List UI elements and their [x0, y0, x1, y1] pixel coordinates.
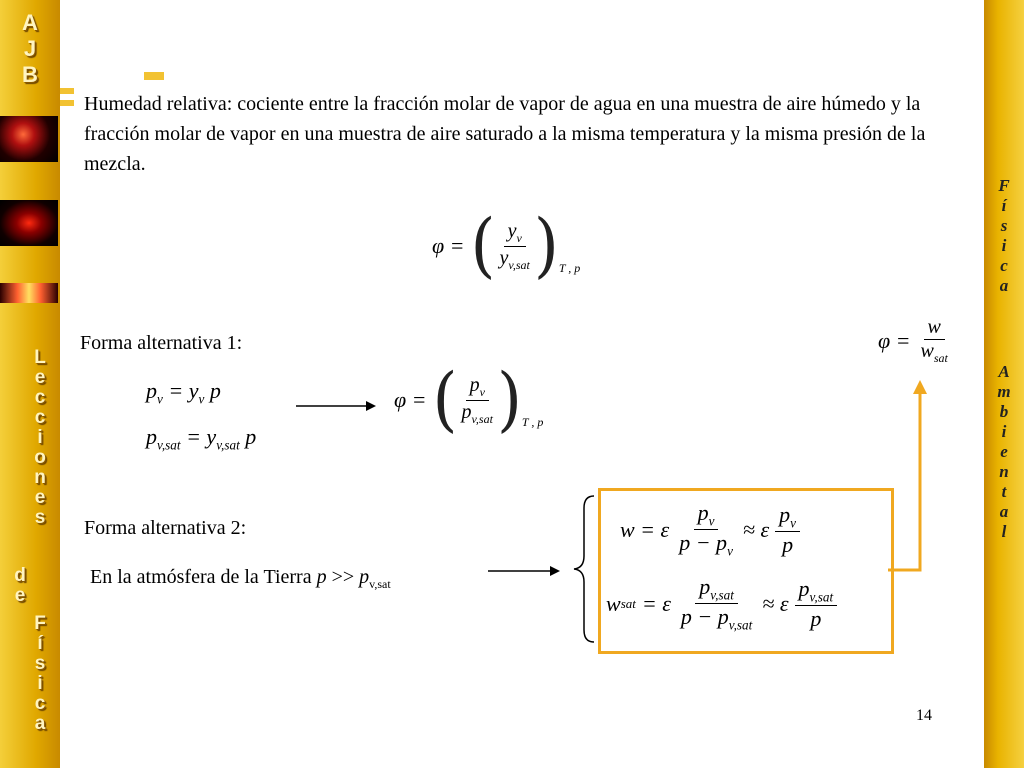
vertical-word-ambiental: [984, 362, 1024, 542]
alt1-eq2-lhs-sub: v,sat: [157, 437, 181, 453]
page-number: 14: [916, 707, 932, 724]
eq-lhs: φ =: [432, 233, 465, 258]
title-letter: F: [34, 613, 46, 634]
left-brace: [570, 494, 600, 644]
right-paren: ): [496, 359, 522, 441]
alt1-result-num-sub: v: [479, 384, 485, 399]
alt1-eq1-rhs: = y: [168, 378, 199, 403]
thumbnail-image-3: [0, 283, 58, 303]
vertical-word-fisica: [984, 176, 1024, 296]
title-letter: i: [37, 427, 43, 448]
alt1-result-num: p: [469, 373, 480, 396]
box-eq2-fraction-2: [795, 576, 838, 632]
alt1-result-condition: T , p: [521, 415, 544, 429]
logo-letter: A: [22, 10, 38, 35]
box-eq1-lhs: w = ε: [620, 516, 670, 542]
alt2-condition-var: p: [316, 566, 327, 588]
arrow-alt2: [488, 563, 560, 579]
box-eq1-approx: ≈ ε: [742, 516, 770, 542]
title-letter: d: [14, 565, 26, 586]
alt2-condition: [90, 562, 391, 599]
eq-den-sub: v,sat: [508, 257, 530, 272]
alt1-eq1-lhs: p: [146, 378, 157, 403]
decoration-square: [144, 72, 164, 80]
word-letter: F: [998, 176, 1010, 195]
box-eq1-den-sub: v: [727, 543, 733, 559]
alt1-eq1-end: p: [209, 378, 221, 403]
title-letter: a: [34, 713, 46, 734]
box-eq2-num: p: [699, 574, 711, 599]
logo-ajb: [0, 12, 60, 90]
box-eq2-num2: p: [798, 575, 810, 601]
logo-letter: J: [23, 36, 37, 61]
w-formula-lhs: φ =: [878, 328, 911, 353]
alt1-result-den-sub: v,sat: [471, 411, 493, 426]
title-letter: í: [37, 633, 43, 654]
word-letter: a: [999, 276, 1009, 295]
alt1-eq2-lhs: p: [146, 424, 157, 449]
eq-condition: T , p: [558, 261, 581, 275]
left-paren: (: [470, 205, 496, 287]
eq-den: y: [499, 246, 509, 269]
box-eq2-num2-sub: v,sat: [809, 589, 834, 605]
right-sidebar: [984, 0, 1024, 768]
left-sidebar: [0, 0, 60, 768]
vertical-title-de: [0, 566, 40, 606]
alt2-label: Forma alternativa 2:: [84, 517, 247, 539]
alt1-eq1-lhs-sub: v: [157, 391, 163, 407]
title-letter: e: [14, 585, 26, 606]
alt1-eq2-rhs-sub: v,sat: [216, 437, 240, 453]
connector-arrow: [888, 380, 928, 574]
title-letter: c: [34, 407, 46, 428]
alt1-label: Forma alternativa 1:: [80, 332, 243, 354]
box-eq1-fraction-2: [775, 502, 800, 558]
alt2-condition-text: En la atmósfera de la Tierra: [90, 566, 312, 588]
right-paren: ): [533, 205, 559, 287]
box-eq1-num: p: [697, 500, 709, 525]
box-eq2-lhs-sub: sat: [620, 595, 636, 611]
title-letter: c: [34, 693, 46, 714]
w-formula-num: w: [927, 316, 941, 338]
w-formula-fraction: [917, 316, 952, 366]
title-letter: s: [34, 653, 46, 674]
box-eq1-den2: p: [782, 532, 794, 558]
box-eq2-den2: p: [810, 606, 822, 632]
logo-letter: B: [22, 62, 38, 87]
box-eq2-fraction-1: [677, 574, 756, 634]
arrow-alt1: [296, 398, 376, 414]
alt2-condition-op: >>: [331, 566, 355, 588]
box-eq1-num2-sub: v: [790, 515, 797, 531]
title-letter: e: [34, 487, 46, 508]
word-letter: A: [998, 362, 1010, 381]
box-equation-1: [620, 500, 800, 560]
box-eq2-lhs: w: [606, 590, 621, 616]
intro-paragraph: Humedad relativa: cociente entre la fracción molar de vapor de agua en una muestra de aire húmedo y la fracción molar de vapor en una muestra de aire saturado a la misma temperatura y la misma presión de la mezcla.: [84, 93, 926, 175]
box-eq2-eq: = ε: [641, 590, 671, 616]
box-eq1-den: p − p: [679, 530, 728, 556]
decoration-square: [60, 100, 74, 106]
word-letter: i: [1001, 236, 1007, 255]
title-letter: c: [34, 387, 46, 408]
word-letter: m: [997, 382, 1011, 401]
vertical-title-fisica: [0, 614, 80, 734]
box-eq1-num2: p: [779, 501, 791, 527]
title-letter: o: [34, 447, 46, 468]
w-formula-den-sub: sat: [933, 351, 948, 365]
alt1-result-equation: [394, 359, 544, 441]
title-letter: i: [37, 673, 43, 694]
title-letter: n: [34, 467, 46, 488]
relative-humidity-equation: [432, 205, 581, 287]
word-letter: b: [999, 402, 1009, 421]
alt1-eq1-rhs-sub: v: [198, 391, 205, 407]
alt1-result-lhs: φ =: [394, 387, 427, 412]
title-letter: L: [34, 347, 46, 368]
vertical-title-lecciones: [0, 348, 80, 528]
box-eq1-fraction-1: [675, 500, 737, 560]
word-letter: e: [1000, 442, 1008, 461]
box-eq2-num-sub: v,sat: [710, 587, 734, 603]
word-letter: í: [1001, 196, 1007, 215]
alt2-condition-rhs: p: [359, 566, 370, 588]
alt2-condition-rhs-sub: v,sat: [369, 577, 391, 591]
eq-num: y: [507, 219, 517, 242]
left-paren: (: [432, 359, 458, 441]
box-eq1-num-sub: v: [708, 513, 715, 529]
thumbnail-image-2: [0, 200, 58, 246]
word-letter: i: [1001, 422, 1007, 441]
eq-num-sub: v: [516, 230, 522, 245]
word-letter: a: [999, 502, 1009, 521]
alt1-result-fraction: [458, 374, 497, 427]
box-eq2-den: p − p: [680, 604, 729, 630]
word-letter: c: [1000, 256, 1008, 275]
alt1-equation-1: [146, 378, 221, 407]
box-eq2-den-sub: v,sat: [728, 617, 753, 633]
word-letter: l: [1001, 522, 1007, 541]
w-formula: [878, 316, 952, 366]
alt1-equation-2: [146, 424, 256, 453]
w-formula-den: w: [920, 340, 934, 362]
eq-fraction: [496, 220, 534, 273]
title-letter: s: [34, 507, 46, 528]
box-equation-2: [606, 574, 837, 634]
alt1-result-den: p: [461, 400, 472, 423]
alt1-eq2-end: p: [245, 424, 257, 449]
thumbnail-image-1: [0, 116, 58, 162]
word-letter: n: [999, 462, 1009, 481]
word-letter: s: [1000, 216, 1008, 235]
decoration-square: [60, 88, 74, 94]
word-letter: t: [1001, 482, 1007, 501]
title-letter: e: [34, 367, 46, 388]
alt1-eq2-rhs: = y: [186, 424, 217, 449]
box-eq2-approx: ≈ ε: [762, 590, 789, 616]
